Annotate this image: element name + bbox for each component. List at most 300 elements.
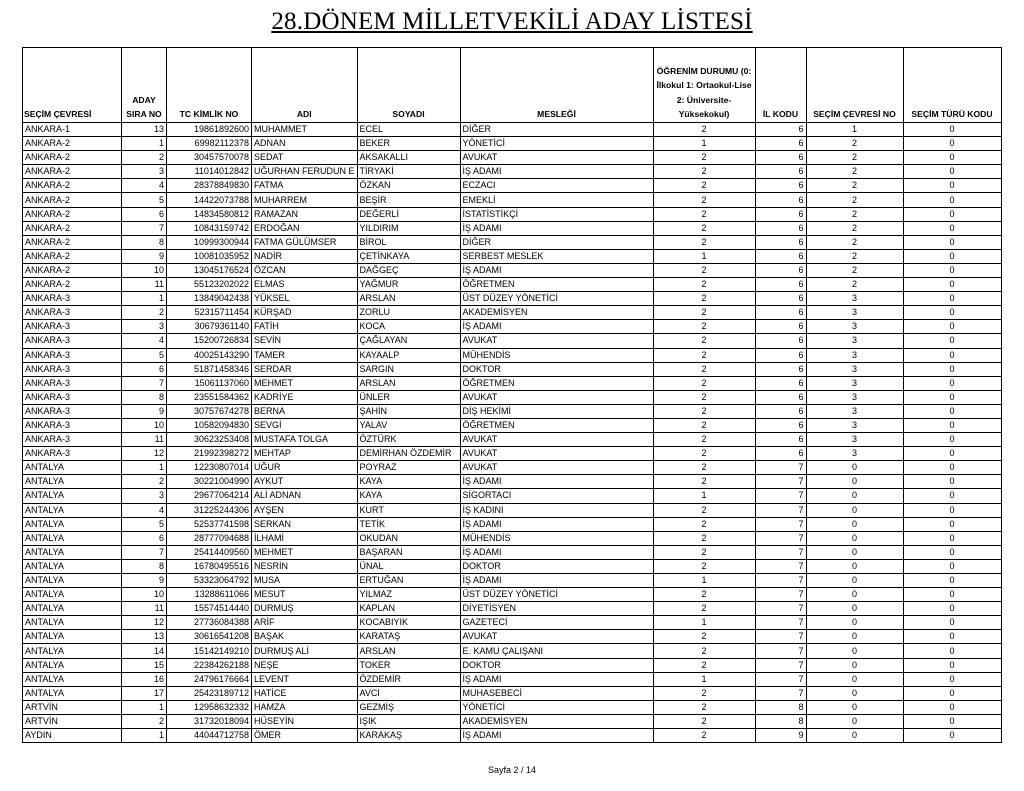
cell-ogrenim-durumu: 2	[653, 362, 755, 376]
cell-secim-cevresi-no: 3	[806, 376, 903, 390]
cell-ogrenim-durumu: 2	[653, 292, 755, 306]
table-row	[23, 207, 1002, 221]
cell-soyadi: ECEL	[357, 123, 460, 137]
cell-secim-cevresi: ANTALYA	[23, 503, 122, 517]
cell-secim-cevresi: ANTALYA	[23, 644, 122, 658]
cell-secim-cevresi-no: 3	[806, 447, 903, 461]
cell-ogrenim-durumu: 1	[653, 249, 755, 263]
cell-tc-kimlik-no: 28378849830	[167, 179, 252, 193]
cell-secim-cevresi: ANKARA-3	[23, 447, 122, 461]
cell-tc-kimlik-no: 12230807014	[167, 461, 252, 475]
cell-tc-kimlik-no: 16780495516	[167, 559, 252, 573]
cell-il-kodu: 6	[755, 221, 806, 235]
cell-ogrenim-durumu: 2	[653, 263, 755, 277]
cell-il-kodu: 6	[755, 263, 806, 277]
cell-secim-cevresi: ANKARA-2	[23, 235, 122, 249]
cell-secim-turu-kodu: 0	[903, 221, 1001, 235]
cell-secim-cevresi: ANTALYA	[23, 517, 122, 531]
cell-adi: BAŞAK	[252, 630, 358, 644]
cell-soyadi: KURT	[357, 503, 460, 517]
cell-il-kodu: 6	[755, 235, 806, 249]
cell-adi: HÜSEYİN	[252, 714, 358, 728]
cell-aday-sira-no: 17	[122, 686, 167, 700]
cell-ogrenim-durumu: 2	[653, 278, 755, 292]
table-row	[23, 348, 1002, 362]
cell-tc-kimlik-no: 30616541208	[167, 630, 252, 644]
cell-aday-sira-no: 11	[122, 278, 167, 292]
cell-il-kodu: 6	[755, 376, 806, 390]
cell-adi: MUHAMMET	[252, 123, 358, 137]
cell-ogrenim-durumu: 2	[653, 461, 755, 475]
cell-meslegi: İŞ ADAMI	[460, 729, 653, 743]
cell-secim-cevresi: ANKARA-3	[23, 390, 122, 404]
cell-soyadi: YILDIRIM	[357, 221, 460, 235]
table-row	[23, 306, 1002, 320]
cell-tc-kimlik-no: 69982112378	[167, 137, 252, 151]
cell-tc-kimlik-no: 10582094830	[167, 418, 252, 432]
cell-ogrenim-durumu: 1	[653, 574, 755, 588]
table-row	[23, 489, 1002, 503]
cell-tc-kimlik-no: 30623253408	[167, 433, 252, 447]
cell-soyadi: ARSLAN	[357, 376, 460, 390]
cell-secim-turu-kodu: 0	[903, 517, 1001, 531]
cell-aday-sira-no: 1	[122, 700, 167, 714]
cell-secim-cevresi: ANKARA-3	[23, 292, 122, 306]
cell-aday-sira-no: 5	[122, 517, 167, 531]
cell-soyadi: DEĞERLİ	[357, 207, 460, 221]
cell-tc-kimlik-no: 19861892600	[167, 123, 252, 137]
cell-soyadi: TOKER	[357, 658, 460, 672]
cell-meslegi: DİŞ HEKİMİ	[460, 404, 653, 418]
cell-adi: YÜKSEL	[252, 292, 358, 306]
cell-adi: TAMER	[252, 348, 358, 362]
cell-tc-kimlik-no: 11014012842	[167, 165, 252, 179]
cell-secim-cevresi: ANKARA-1	[23, 123, 122, 137]
cell-soyadi: ÇAĞLAYAN	[357, 334, 460, 348]
table-row	[23, 517, 1002, 531]
cell-tc-kimlik-no: 24796176664	[167, 672, 252, 686]
cell-meslegi: ÜST DÜZEY YÖNETİCİ	[460, 588, 653, 602]
cell-soyadi: IŞIK	[357, 714, 460, 728]
cell-meslegi: AVUKAT	[460, 630, 653, 644]
cell-aday-sira-no: 9	[122, 249, 167, 263]
cell-aday-sira-no: 6	[122, 362, 167, 376]
cell-secim-cevresi-no: 3	[806, 418, 903, 432]
cell-il-kodu: 7	[755, 574, 806, 588]
cell-ogrenim-durumu: 2	[653, 151, 755, 165]
cell-ogrenim-durumu: 2	[653, 531, 755, 545]
cell-secim-cevresi: AYDIN	[23, 729, 122, 743]
cell-tc-kimlik-no: 44044712758	[167, 729, 252, 743]
header-ogrenim-durumu: ÖĞRENİM DURUMU (0: İlkokul 1: Ortaokul-Lise 2: Üniversite-Yüksekokul)	[653, 48, 755, 123]
cell-secim-cevresi: ANTALYA	[23, 574, 122, 588]
cell-secim-cevresi-no: 2	[806, 151, 903, 165]
cell-secim-turu-kodu: 0	[903, 207, 1001, 221]
cell-secim-turu-kodu: 0	[903, 588, 1001, 602]
cell-meslegi: YÖNETİCİ	[460, 700, 653, 714]
table-row	[23, 616, 1002, 630]
cell-aday-sira-no: 11	[122, 602, 167, 616]
header-tc-kimlik-no: TC KİMLİK NO	[167, 48, 252, 123]
cell-adi: İLHAMİ	[252, 531, 358, 545]
cell-secim-cevresi-no: 0	[806, 602, 903, 616]
cell-secim-cevresi-no: 3	[806, 404, 903, 418]
cell-tc-kimlik-no: 28777094688	[167, 531, 252, 545]
cell-secim-cevresi: ANTALYA	[23, 475, 122, 489]
cell-ogrenim-durumu: 2	[653, 376, 755, 390]
cell-secim-cevresi-no: 0	[806, 559, 903, 573]
cell-secim-turu-kodu: 0	[903, 123, 1001, 137]
cell-secim-cevresi: ANTALYA	[23, 686, 122, 700]
cell-il-kodu: 6	[755, 151, 806, 165]
cell-ogrenim-durumu: 2	[653, 404, 755, 418]
cell-secim-turu-kodu: 0	[903, 137, 1001, 151]
cell-ogrenim-durumu: 2	[653, 235, 755, 249]
cell-tc-kimlik-no: 40025143290	[167, 348, 252, 362]
cell-soyadi: YILMAZ	[357, 588, 460, 602]
cell-secim-cevresi: ANKARA-2	[23, 151, 122, 165]
table-row	[23, 574, 1002, 588]
cell-tc-kimlik-no: 10999300944	[167, 235, 252, 249]
cell-secim-turu-kodu: 0	[903, 714, 1001, 728]
cell-aday-sira-no: 10	[122, 418, 167, 432]
cell-tc-kimlik-no: 13045176524	[167, 263, 252, 277]
cell-ogrenim-durumu: 2	[653, 418, 755, 432]
cell-adi: MEHTAP	[252, 447, 358, 461]
table-row	[23, 221, 1002, 235]
cell-secim-cevresi: ARTVİN	[23, 714, 122, 728]
cell-secim-turu-kodu: 0	[903, 334, 1001, 348]
header-adi: ADI	[252, 48, 358, 123]
cell-adi: SEVGİ	[252, 418, 358, 432]
cell-il-kodu: 6	[755, 278, 806, 292]
cell-tc-kimlik-no: 10843159742	[167, 221, 252, 235]
cell-meslegi: DOKTOR	[460, 658, 653, 672]
cell-ogrenim-durumu: 2	[653, 630, 755, 644]
cell-aday-sira-no: 9	[122, 404, 167, 418]
cell-meslegi: ÜST DÜZEY YÖNETİCİ	[460, 292, 653, 306]
cell-meslegi: MÜHENDİS	[460, 531, 653, 545]
cell-secim-turu-kodu: 0	[903, 193, 1001, 207]
cell-soyadi: YAĞMUR	[357, 278, 460, 292]
cell-tc-kimlik-no: 15142149210	[167, 644, 252, 658]
cell-tc-kimlik-no: 14422073788	[167, 193, 252, 207]
cell-soyadi: TETİK	[357, 517, 460, 531]
cell-aday-sira-no: 15	[122, 658, 167, 672]
cell-meslegi: İŞ ADAMI	[460, 475, 653, 489]
cell-ogrenim-durumu: 2	[653, 602, 755, 616]
cell-il-kodu: 6	[755, 165, 806, 179]
cell-soyadi: KAYA	[357, 489, 460, 503]
cell-soyadi: ŞAHİN	[357, 404, 460, 418]
cell-ogrenim-durumu: 2	[653, 165, 755, 179]
cell-soyadi: KAYAALP	[357, 348, 460, 362]
table-row	[23, 123, 1002, 137]
cell-aday-sira-no: 1	[122, 729, 167, 743]
cell-meslegi: AKADEMİSYEN	[460, 714, 653, 728]
cell-secim-turu-kodu: 0	[903, 418, 1001, 432]
cell-tc-kimlik-no: 13288611066	[167, 588, 252, 602]
cell-aday-sira-no: 12	[122, 447, 167, 461]
cell-secim-cevresi-no: 0	[806, 531, 903, 545]
cell-soyadi: ÜNLER	[357, 390, 460, 404]
table-row	[23, 193, 1002, 207]
cell-tc-kimlik-no: 52537741598	[167, 517, 252, 531]
cell-secim-cevresi-no: 0	[806, 672, 903, 686]
cell-meslegi: E. KAMU ÇALIŞANI	[460, 644, 653, 658]
table-row	[23, 418, 1002, 432]
cell-tc-kimlik-no: 52315711454	[167, 306, 252, 320]
cell-aday-sira-no: 10	[122, 588, 167, 602]
cell-secim-cevresi-no: 3	[806, 433, 903, 447]
cell-meslegi: DOKTOR	[460, 362, 653, 376]
cell-meslegi: İŞ ADAMI	[460, 165, 653, 179]
cell-soyadi: ÖZDEMİR	[357, 672, 460, 686]
table-row	[23, 686, 1002, 700]
cell-secim-turu-kodu: 0	[903, 686, 1001, 700]
cell-secim-turu-kodu: 0	[903, 362, 1001, 376]
cell-il-kodu: 7	[755, 503, 806, 517]
cell-secim-turu-kodu: 0	[903, 165, 1001, 179]
table-row	[23, 461, 1002, 475]
cell-ogrenim-durumu: 2	[653, 714, 755, 728]
cell-soyadi: ARSLAN	[357, 292, 460, 306]
cell-secim-turu-kodu: 0	[903, 390, 1001, 404]
table-row	[23, 644, 1002, 658]
table-row	[23, 672, 1002, 686]
cell-secim-cevresi-no: 1	[806, 123, 903, 137]
cell-adi: ALİ ADNAN	[252, 489, 358, 503]
cell-soyadi: DAĞGEÇ	[357, 263, 460, 277]
cell-secim-cevresi: ANTALYA	[23, 658, 122, 672]
cell-adi: MESUT	[252, 588, 358, 602]
cell-ogrenim-durumu: 2	[653, 123, 755, 137]
cell-adi: MUSA	[252, 574, 358, 588]
cell-ogrenim-durumu: 1	[653, 137, 755, 151]
cell-secim-cevresi: ANTALYA	[23, 602, 122, 616]
cell-ogrenim-durumu: 2	[653, 433, 755, 447]
cell-secim-cevresi: ANKARA-2	[23, 249, 122, 263]
cell-secim-turu-kodu: 0	[903, 559, 1001, 573]
cell-secim-cevresi-no: 2	[806, 249, 903, 263]
table-row	[23, 658, 1002, 672]
cell-secim-cevresi: ARTVİN	[23, 700, 122, 714]
cell-tc-kimlik-no: 27736084388	[167, 616, 252, 630]
cell-secim-cevresi: ANTALYA	[23, 616, 122, 630]
cell-secim-cevresi: ANKARA-3	[23, 320, 122, 334]
cell-secim-cevresi-no: 0	[806, 574, 903, 588]
cell-soyadi: DEMİRHAN ÖZDEMİR	[357, 447, 460, 461]
cell-meslegi: İSTATİSTİKÇİ	[460, 207, 653, 221]
cell-ogrenim-durumu: 2	[653, 559, 755, 573]
header-secim-cevresi-no: SEÇİM ÇEVRESİ NO	[806, 48, 903, 123]
table-body	[23, 123, 1002, 743]
table-row	[23, 334, 1002, 348]
cell-secim-cevresi: ANKARA-2	[23, 263, 122, 277]
cell-secim-turu-kodu: 0	[903, 602, 1001, 616]
cell-ogrenim-durumu: 2	[653, 503, 755, 517]
cell-ogrenim-durumu: 2	[653, 700, 755, 714]
cell-secim-cevresi: ANKARA-3	[23, 334, 122, 348]
cell-aday-sira-no: 4	[122, 179, 167, 193]
cell-soyadi: ÖZTÜRK	[357, 433, 460, 447]
cell-ogrenim-durumu: 2	[653, 729, 755, 743]
table-row	[23, 263, 1002, 277]
cell-il-kodu: 7	[755, 602, 806, 616]
cell-soyadi: KOCA	[357, 320, 460, 334]
cell-secim-cevresi-no: 0	[806, 658, 903, 672]
cell-aday-sira-no: 1	[122, 137, 167, 151]
cell-secim-cevresi: ANTALYA	[23, 545, 122, 559]
cell-secim-cevresi-no: 0	[806, 729, 903, 743]
cell-il-kodu: 7	[755, 517, 806, 531]
cell-adi: ADNAN	[252, 137, 358, 151]
cell-meslegi: AVUKAT	[460, 390, 653, 404]
cell-ogrenim-durumu: 2	[653, 306, 755, 320]
cell-il-kodu: 7	[755, 658, 806, 672]
cell-ogrenim-durumu: 2	[653, 207, 755, 221]
cell-secim-cevresi-no: 0	[806, 644, 903, 658]
table-row	[23, 179, 1002, 193]
cell-secim-cevresi-no: 0	[806, 588, 903, 602]
cell-adi: ARİF	[252, 616, 358, 630]
cell-secim-cevresi-no: 2	[806, 137, 903, 151]
cell-meslegi: İŞ ADAMI	[460, 263, 653, 277]
cell-adi: HATİCE	[252, 686, 358, 700]
cell-aday-sira-no: 4	[122, 334, 167, 348]
cell-secim-cevresi-no: 0	[806, 714, 903, 728]
cell-meslegi: MUHASEBECİ	[460, 686, 653, 700]
cell-aday-sira-no: 2	[122, 475, 167, 489]
cell-aday-sira-no: 8	[122, 390, 167, 404]
cell-secim-cevresi-no: 0	[806, 461, 903, 475]
cell-il-kodu: 8	[755, 714, 806, 728]
cell-secim-cevresi-no: 0	[806, 489, 903, 503]
cell-il-kodu: 6	[755, 418, 806, 432]
cell-secim-cevresi: ANTALYA	[23, 630, 122, 644]
cell-adi: ÖMER	[252, 729, 358, 743]
cell-secim-cevresi-no: 3	[806, 334, 903, 348]
cell-secim-cevresi-no: 0	[806, 630, 903, 644]
table-row	[23, 700, 1002, 714]
cell-il-kodu: 7	[755, 489, 806, 503]
cell-aday-sira-no: 7	[122, 221, 167, 235]
table-row	[23, 165, 1002, 179]
cell-secim-cevresi-no: 2	[806, 263, 903, 277]
header-secim-turu-kodu: SEÇİM TÜRÜ KODU	[903, 48, 1001, 123]
cell-soyadi: KARAKAŞ	[357, 729, 460, 743]
cell-il-kodu: 7	[755, 686, 806, 700]
cell-secim-cevresi: ANKARA-3	[23, 306, 122, 320]
cell-aday-sira-no: 10	[122, 263, 167, 277]
cell-il-kodu: 6	[755, 193, 806, 207]
cell-il-kodu: 6	[755, 433, 806, 447]
cell-secim-cevresi: ANKARA-2	[23, 137, 122, 151]
cell-meslegi: AVUKAT	[460, 461, 653, 475]
header-aday-sira-no: ADAY SIRA NO	[122, 48, 167, 123]
cell-soyadi: BAŞARAN	[357, 545, 460, 559]
cell-secim-turu-kodu: 0	[903, 672, 1001, 686]
cell-secim-cevresi: ANKARA-2	[23, 278, 122, 292]
table-row	[23, 235, 1002, 249]
cell-aday-sira-no: 14	[122, 644, 167, 658]
cell-secim-turu-kodu: 0	[903, 306, 1001, 320]
cell-ogrenim-durumu: 2	[653, 686, 755, 700]
cell-il-kodu: 7	[755, 531, 806, 545]
cell-aday-sira-no: 5	[122, 193, 167, 207]
cell-secim-cevresi-no: 2	[806, 179, 903, 193]
cell-secim-cevresi-no: 0	[806, 545, 903, 559]
cell-secim-turu-kodu: 0	[903, 235, 1001, 249]
cell-meslegi: SERBEST MESLEK	[460, 249, 653, 263]
cell-aday-sira-no: 6	[122, 207, 167, 221]
cell-meslegi: AVUKAT	[460, 334, 653, 348]
cell-il-kodu: 6	[755, 249, 806, 263]
cell-secim-turu-kodu: 0	[903, 348, 1001, 362]
cell-meslegi: İŞ ADAMI	[460, 545, 653, 559]
cell-il-kodu: 6	[755, 179, 806, 193]
cell-soyadi: OKUDAN	[357, 531, 460, 545]
cell-secim-turu-kodu: 0	[903, 644, 1001, 658]
cell-soyadi: ÖZKAN	[357, 179, 460, 193]
cell-secim-turu-kodu: 0	[903, 433, 1001, 447]
cell-secim-turu-kodu: 0	[903, 630, 1001, 644]
cell-aday-sira-no: 16	[122, 672, 167, 686]
cell-secim-cevresi-no: 3	[806, 320, 903, 334]
cell-meslegi: ÖĞRETMEN	[460, 418, 653, 432]
cell-secim-cevresi-no: 2	[806, 278, 903, 292]
cell-ogrenim-durumu: 2	[653, 221, 755, 235]
cell-meslegi: AVUKAT	[460, 447, 653, 461]
cell-adi: RAMAZAN	[252, 207, 358, 221]
cell-ogrenim-durumu: 1	[653, 616, 755, 630]
cell-tc-kimlik-no: 12958632332	[167, 700, 252, 714]
cell-ogrenim-durumu: 2	[653, 179, 755, 193]
cell-aday-sira-no: 13	[122, 123, 167, 137]
cell-soyadi: YALAV	[357, 418, 460, 432]
cell-secim-turu-kodu: 0	[903, 503, 1001, 517]
cell-aday-sira-no: 7	[122, 545, 167, 559]
cell-ogrenim-durumu: 2	[653, 390, 755, 404]
cell-aday-sira-no: 11	[122, 433, 167, 447]
cell-tc-kimlik-no: 15574514440	[167, 602, 252, 616]
cell-ogrenim-durumu: 2	[653, 588, 755, 602]
cell-secim-cevresi: ANKARA-2	[23, 207, 122, 221]
cell-aday-sira-no: 3	[122, 320, 167, 334]
table-row	[23, 292, 1002, 306]
cell-ogrenim-durumu: 2	[653, 658, 755, 672]
cell-aday-sira-no: 2	[122, 151, 167, 165]
cell-tc-kimlik-no: 31732018094	[167, 714, 252, 728]
cell-secim-cevresi: ANKARA-2	[23, 221, 122, 235]
cell-soyadi: POYRAZ	[357, 461, 460, 475]
cell-il-kodu: 6	[755, 137, 806, 151]
cell-il-kodu: 8	[755, 700, 806, 714]
cell-tc-kimlik-no: 25423189712	[167, 686, 252, 700]
cell-adi: BERNA	[252, 404, 358, 418]
cell-aday-sira-no: 5	[122, 348, 167, 362]
cell-ogrenim-durumu: 2	[653, 545, 755, 559]
cell-il-kodu: 7	[755, 616, 806, 630]
cell-secim-cevresi-no: 0	[806, 686, 903, 700]
header-row	[23, 48, 1002, 123]
cell-aday-sira-no: 8	[122, 559, 167, 573]
cell-meslegi: YÖNETİCİ	[460, 137, 653, 151]
cell-soyadi: GEZMİŞ	[357, 700, 460, 714]
cell-adi: KÜRŞAD	[252, 306, 358, 320]
cell-meslegi: ECZACI	[460, 179, 653, 193]
cell-secim-cevresi: ANKARA-2	[23, 193, 122, 207]
